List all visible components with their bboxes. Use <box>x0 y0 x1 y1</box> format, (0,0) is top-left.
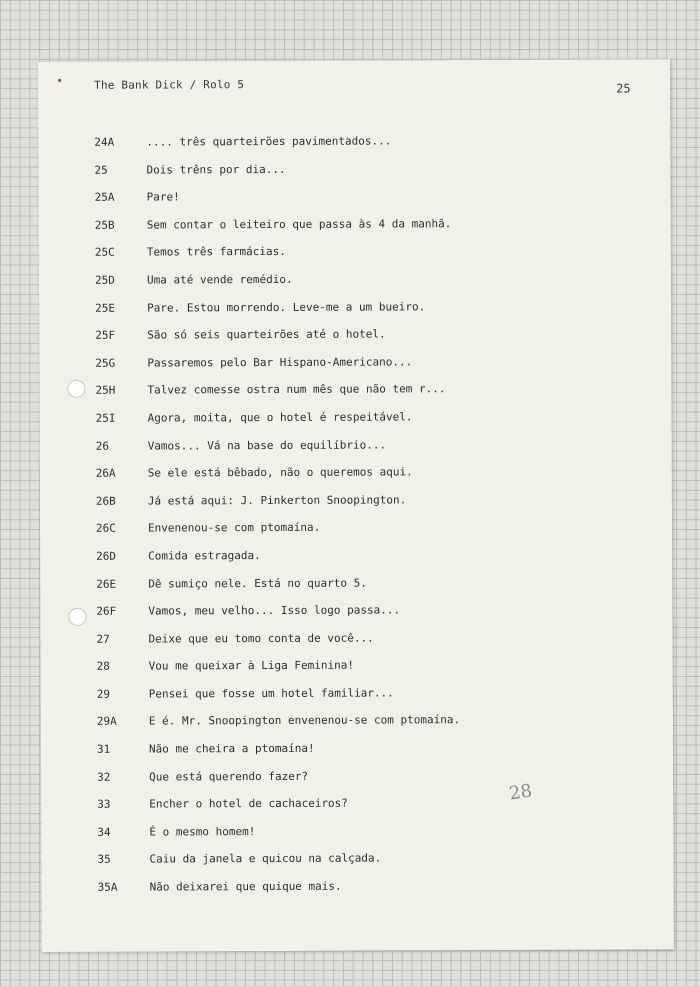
line-code: 32 <box>97 770 111 784</box>
line-text: Dê sumiço nele. Está no quarto 5. <box>148 576 367 591</box>
line-text: Uma até vende remédio. <box>146 272 293 287</box>
subtitle-line <box>96 575 656 605</box>
line-code: 25A <box>94 190 115 204</box>
subtitle-line <box>94 161 654 191</box>
line-text: Agora, moita, que o hotel é respeitável. <box>147 410 413 425</box>
subtitle-line <box>97 713 657 743</box>
line-text: Que está querendo fazer? <box>149 769 309 784</box>
line-text: Temos três farmácias. <box>146 245 286 259</box>
subtitle-line <box>97 796 657 826</box>
subtitle-line <box>96 409 656 439</box>
subtitle-line <box>96 520 656 550</box>
line-code: 26D <box>96 549 117 563</box>
subtitle-line <box>95 271 655 301</box>
line-code: 25H <box>95 384 116 398</box>
pencil-annotation: 28 <box>507 780 534 805</box>
document-title: The Bank Dick / Rolo 5 <box>94 78 245 92</box>
page-number: 25 <box>616 81 631 96</box>
subtitle-line <box>95 326 655 356</box>
subtitle-line <box>97 658 657 688</box>
line-code: 25I <box>95 411 116 425</box>
document-page <box>38 59 674 952</box>
line-code: 35 <box>97 853 111 867</box>
line-code: 26 <box>95 439 109 453</box>
subtitle-line <box>94 133 654 163</box>
line-code: 25 <box>94 163 108 177</box>
line-code: 25F <box>95 328 116 342</box>
line-code: 26E <box>96 577 117 591</box>
subtitle-line <box>96 547 656 577</box>
line-text: Sem contar o leiteiro que passa às 4 da manhã. <box>146 216 452 232</box>
line-text: Passaremos pelo Bar Hispano-Americano... <box>147 355 413 370</box>
line-code: 33 <box>97 797 111 811</box>
subtitle-line <box>97 740 657 770</box>
line-text: .... três quarteirões pavimentados... <box>146 134 392 149</box>
line-code: 29A <box>96 715 117 729</box>
subtitle-line <box>96 602 656 632</box>
subtitle-line <box>95 299 655 329</box>
line-code: 28 <box>96 659 110 674</box>
line-text: E é. Mr. Snoopington envenenou-se com ptomaína. <box>148 713 461 728</box>
line-code: 27 <box>96 632 110 646</box>
line-code: 26A <box>95 466 116 480</box>
subtitle-line <box>97 851 657 881</box>
line-code: 26C <box>96 521 116 536</box>
line-text: Encher o hotel de cachaceiros? <box>149 796 348 811</box>
subtitle-line <box>96 437 656 467</box>
line-text: Já está aqui: J. Pinkerton Snoopington. <box>147 493 407 508</box>
ink-dot <box>58 79 61 82</box>
line-text: Vamos, meu velho... Isso logo passa... <box>148 603 401 618</box>
subtitle-line <box>95 244 655 274</box>
line-code: 35A <box>97 880 118 894</box>
line-code: 25B <box>94 218 115 232</box>
subtitle-line <box>95 188 655 218</box>
subtitle-line <box>95 382 655 412</box>
line-text: Se ele está bêbado, não o queremos aqui. <box>147 465 413 480</box>
line-text: Pensei que fosse um hotel familiar... <box>148 686 394 701</box>
line-text: Pare! <box>146 190 180 204</box>
line-code: 31 <box>96 742 111 756</box>
line-code: 34 <box>97 825 111 839</box>
line-text: Caiu da janela e quicou na calçada. <box>149 851 382 866</box>
subtitle-line <box>96 464 656 494</box>
line-text: Deixe que eu tomo conta de você... <box>148 631 374 646</box>
line-text: Talvez comesse ostra num mês que não tem r... <box>147 382 446 397</box>
line-code: 29 <box>96 687 111 701</box>
line-code: 26B <box>95 494 116 508</box>
line-text: Vamos... Vá na base do equilíbrio... <box>147 438 387 453</box>
line-code: 26F <box>96 604 117 618</box>
subtitle-line <box>95 216 655 246</box>
subtitle-list <box>94 133 657 908</box>
subtitle-line <box>95 354 655 384</box>
line-code: 25D <box>94 273 115 287</box>
line-code: 24A <box>94 135 115 149</box>
line-text: Não me cheira a ptomaína! <box>148 741 315 756</box>
line-text: São só seis quarteirões até o hotel. <box>147 327 386 342</box>
subtitle-line <box>97 768 657 798</box>
line-text: Comida estragada. <box>148 548 261 563</box>
line-code: 25C <box>94 246 115 260</box>
punch-hole <box>68 608 86 626</box>
line-text: Envenenou-se com ptomaína. <box>148 521 321 535</box>
line-text: Dois trêns por dia... <box>146 162 286 177</box>
line-code: 25E <box>95 301 115 315</box>
punch-hole <box>67 380 85 398</box>
line-text: É o mesmo homem! <box>149 824 256 839</box>
subtitle-line <box>98 878 658 908</box>
line-text: Vou me queixar à Liga Feminina! <box>148 658 354 673</box>
subtitle-line <box>97 823 657 853</box>
subtitle-line <box>96 492 656 522</box>
line-text: Não deixarei que quique mais. <box>149 879 342 894</box>
subtitle-line <box>97 685 657 715</box>
subtitle-line <box>96 630 656 660</box>
line-code: 25G <box>95 356 116 370</box>
line-text: Pare. Estou morrendo. Leve-me a um bueiro. <box>147 299 426 315</box>
